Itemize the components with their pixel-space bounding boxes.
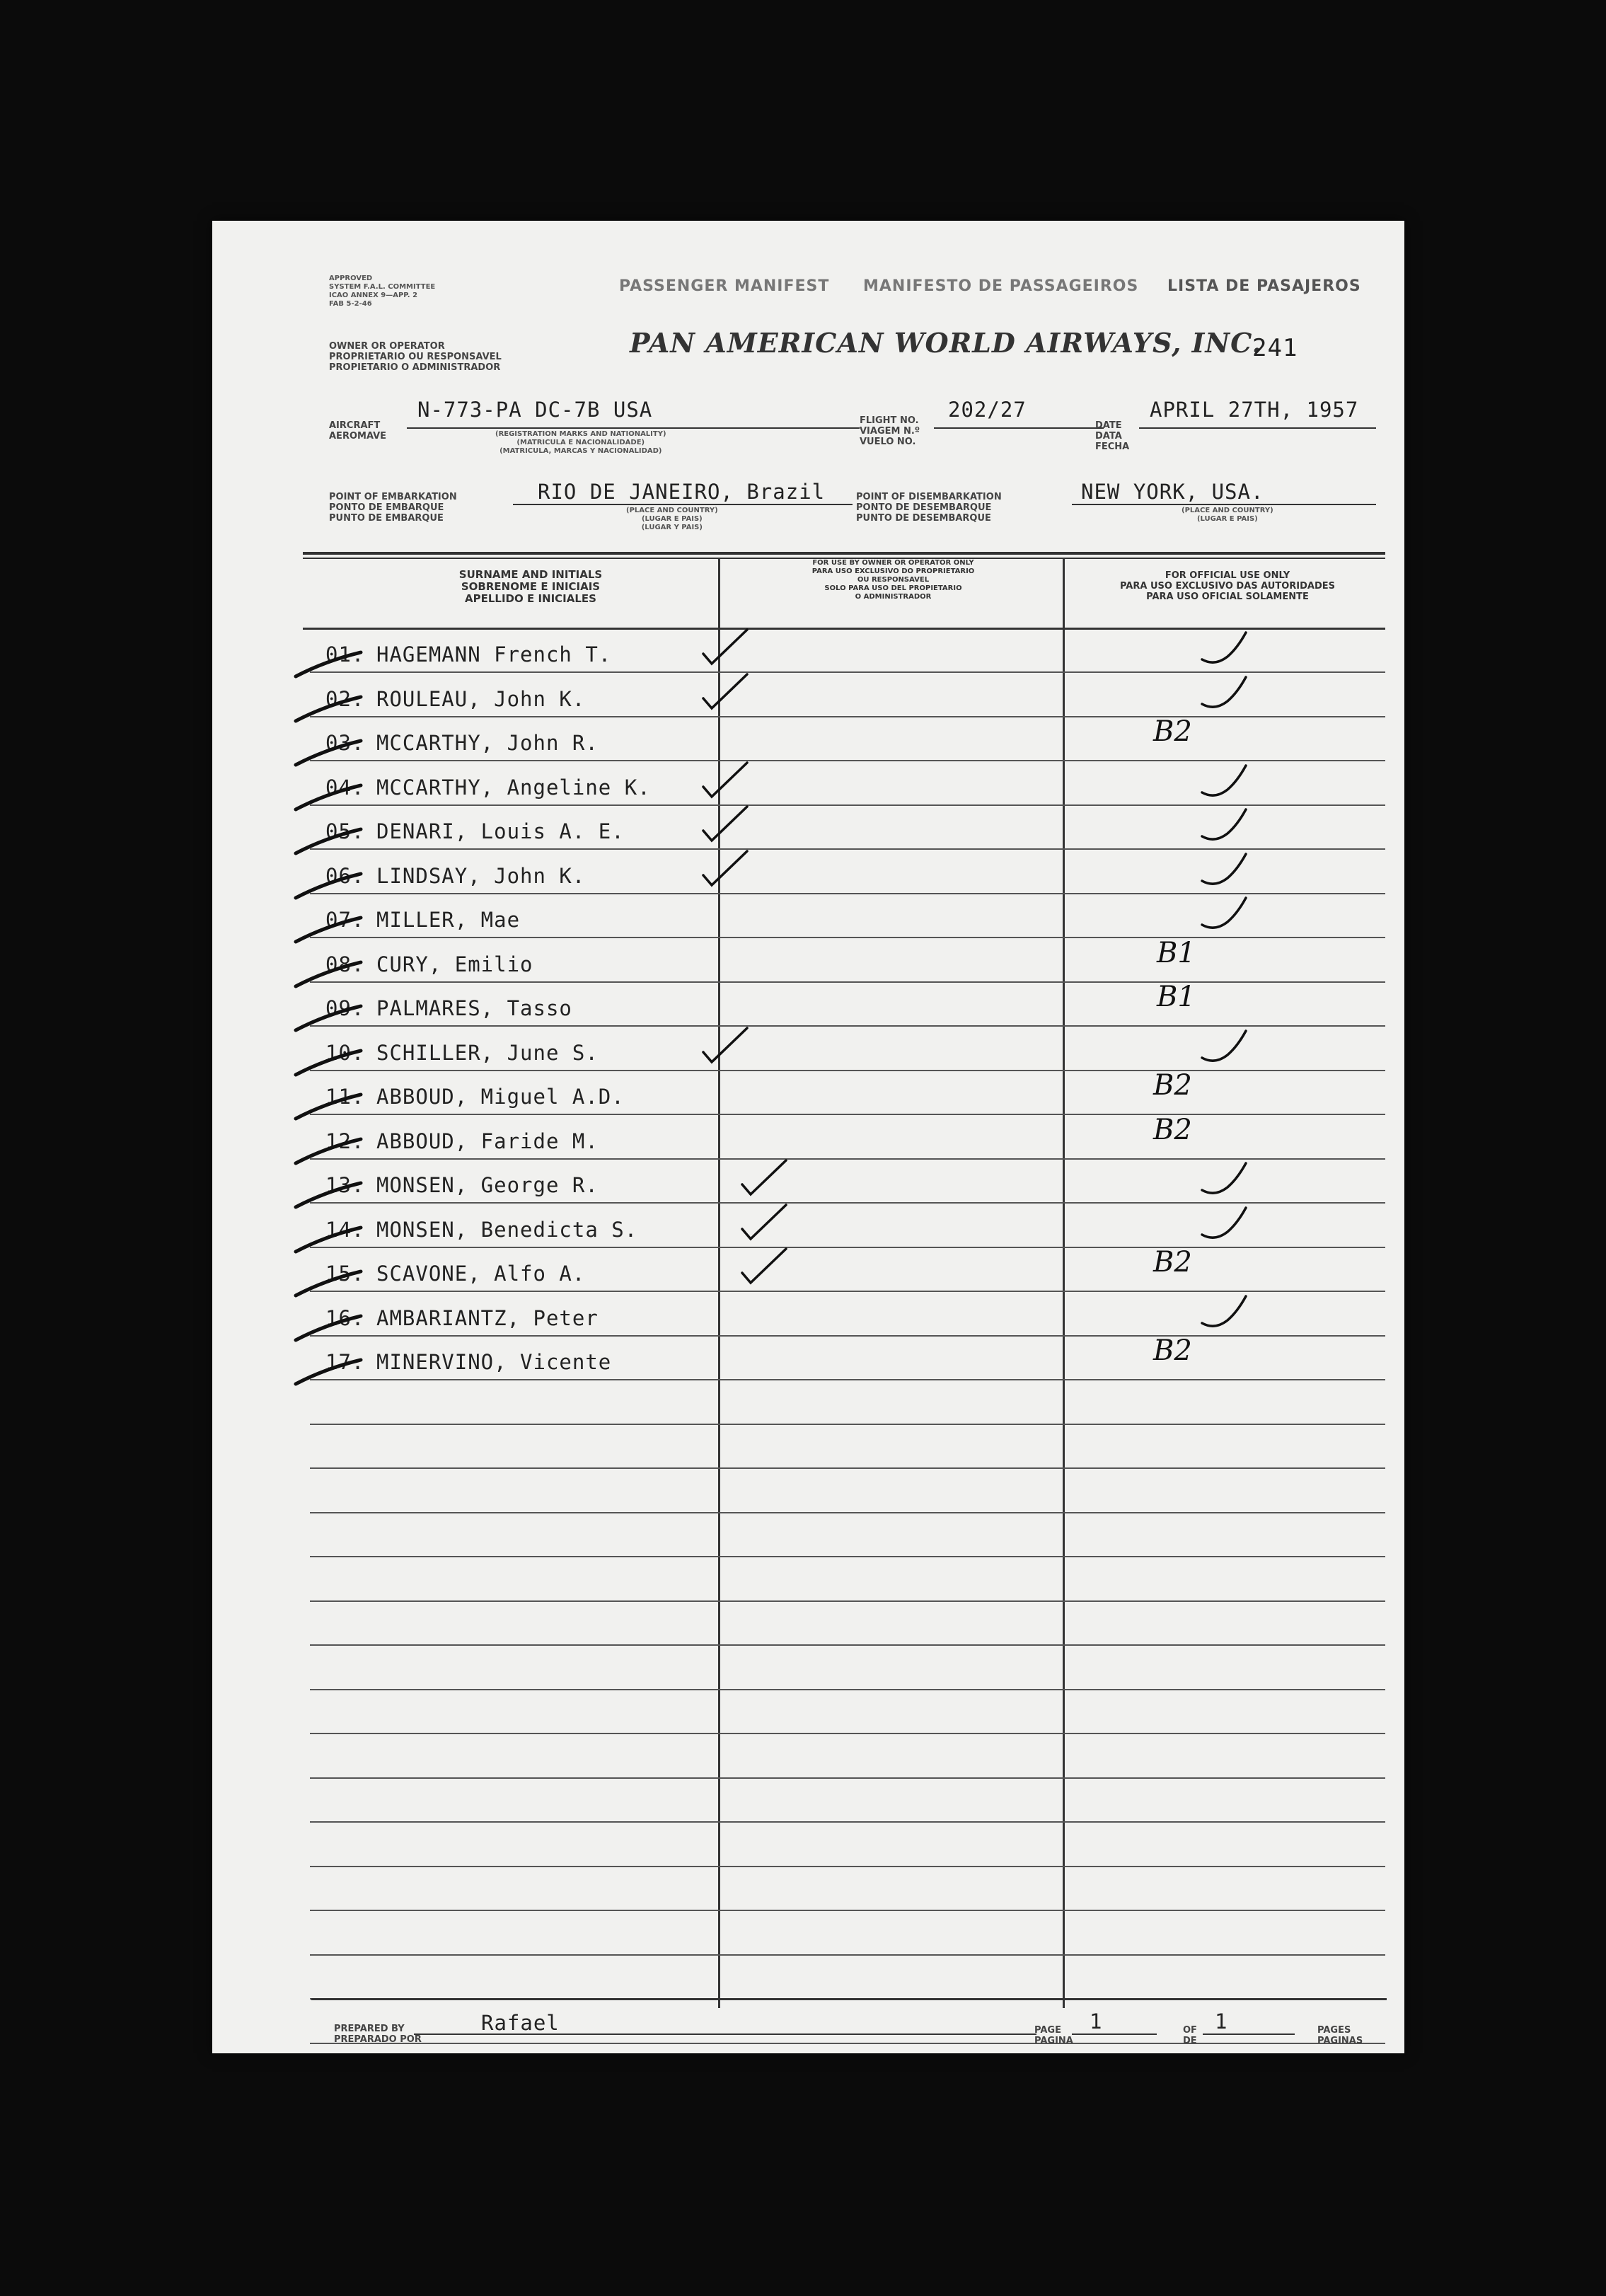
official-code: B2 <box>1153 1069 1192 1102</box>
number-strike-mark <box>290 825 368 860</box>
passenger-name: HAGEMANN French T. <box>376 642 612 667</box>
number-strike-mark <box>290 958 368 993</box>
passenger-row <box>212 1069 1404 1127</box>
disembarkation-value: NEW YORK, USA. <box>1081 480 1264 504</box>
row-rule <box>310 1777 1385 1779</box>
number-strike-mark <box>290 1267 368 1303</box>
passenger-name: MONSEN, Benedicta S. <box>376 1218 638 1242</box>
passenger-number: 15. <box>325 1262 365 1286</box>
col-header-surname: SURNAME AND INITIALS SOBRENOME E INICIAIS APELLIDO E INICIALES <box>458 568 603 605</box>
pages-labels: PAGES PAGINAS <box>1317 2025 1363 2046</box>
number-strike-mark <box>290 1135 368 1170</box>
passenger-name: CURY, Emilio <box>376 952 533 976</box>
registration-notes: (REGISTRATION MARKS AND NATIONALITY) (MATRICULA E NACIONALIDADE) (MATRICULA, MARCAS Y NACIONALIDAD) <box>495 430 666 455</box>
number-strike-mark <box>290 1179 368 1214</box>
embarkation-value: RIO DE JANEIRO, Brazil <box>538 480 826 504</box>
number-strike-mark <box>290 648 368 683</box>
page-number-stamp: 241 <box>1252 334 1298 362</box>
col-header-official: FOR OFFICIAL USE ONLY PARA USO EXCLUSIVO DAS AUTORIDADES PARA USO OFICIAL SOLAMENTE <box>1119 570 1336 602</box>
operator-check-mark <box>700 627 750 667</box>
row-rule <box>310 1600 1385 1602</box>
passenger-row <box>212 1334 1404 1392</box>
number-strike-mark <box>290 1312 368 1347</box>
number-strike-mark <box>290 737 368 772</box>
passenger-name: MCCARTHY, John R. <box>376 731 599 755</box>
passenger-name: ROULEAU, John K. <box>376 687 586 711</box>
operator-check-mark <box>739 1158 789 1197</box>
official-code: B1 <box>1157 981 1196 1013</box>
date-labels: DATE DATA FECHA <box>1095 420 1130 452</box>
title-pt: MANIFESTO DE PASSAGEIROS <box>863 277 1139 295</box>
page-value: 1 <box>1090 2009 1103 2033</box>
operator-check-mark <box>700 1025 750 1065</box>
official-check-mark <box>1199 628 1249 668</box>
operator-check-mark <box>700 760 750 800</box>
aircraft-value: N-773-PA DC-7B USA <box>417 398 653 422</box>
official-check-mark <box>1199 1027 1249 1066</box>
operator-check-mark <box>700 804 750 843</box>
passenger-row <box>212 1306 1404 1349</box>
passenger-row <box>212 937 1404 995</box>
operator-check-mark <box>739 1202 789 1242</box>
passenger-name: MINERVINO, Vicente <box>376 1350 612 1374</box>
number-strike-mark <box>290 1223 368 1259</box>
number-strike-mark <box>290 1046 368 1082</box>
owner-labels: OWNER OR OPERATOR PROPRIETARIO OU RESPONSAVEL PROPIETARIO O ADMINISTRADOR <box>329 341 502 373</box>
row-rule <box>310 1424 1385 1425</box>
official-check-mark <box>1199 1159 1249 1199</box>
title-en: PASSENGER MANIFEST <box>619 277 830 295</box>
passenger-name: SCHILLER, June S. <box>376 1041 599 1065</box>
official-code: B2 <box>1153 715 1192 748</box>
official-code: B2 <box>1153 1334 1192 1367</box>
disembarkation-labels: POINT OF DISEMBARKATION PONTO DE DESEMBARQUE PUNTO DE DESEMBARQUE <box>856 492 1002 524</box>
official-code: B2 <box>1153 1114 1192 1146</box>
row-rule <box>310 1733 1385 1734</box>
passenger-number: 11. <box>325 1085 365 1109</box>
row-rule <box>310 1910 1385 1911</box>
aircraft-labels: AIRCRAFT AEROMAVE <box>329 420 387 442</box>
date-value: APRIL 27TH, 1957 <box>1150 398 1359 422</box>
passenger-name: AMBARIANTZ, Peter <box>376 1306 599 1330</box>
passenger-number: 14. <box>325 1218 365 1242</box>
passenger-name: MILLER, Mae <box>376 908 521 932</box>
number-strike-mark <box>290 913 368 949</box>
passenger-number: 02. <box>325 687 365 711</box>
passenger-number: 13. <box>325 1173 365 1197</box>
number-strike-mark <box>290 1356 368 1391</box>
prepared-labels: PREPARED BY PREPARADO POR <box>334 2024 422 2045</box>
row-rule <box>310 1644 1385 1646</box>
row-rule <box>310 1821 1385 1823</box>
passenger-number: 08. <box>325 952 365 976</box>
passenger-row <box>212 687 1404 729</box>
operator-check-mark <box>700 848 750 888</box>
passenger-row <box>212 1218 1404 1260</box>
row-rule <box>310 1556 1385 1557</box>
prepared-by: Rafael <box>481 2011 560 2035</box>
number-strike-mark <box>290 781 368 817</box>
official-check-mark <box>1199 761 1249 801</box>
flight-number: 202/27 <box>948 398 1027 422</box>
owner-name: PAN AMERICAN WORLD AIRWAYS, INC. <box>630 327 1262 359</box>
passenger-number: 16. <box>325 1306 365 1330</box>
passenger-number: 10. <box>325 1041 365 1065</box>
passenger-name: ABBOUD, Faride M. <box>376 1129 599 1153</box>
number-strike-mark <box>290 1002 368 1037</box>
title-es: LISTA DE PASAJEROS <box>1167 277 1361 295</box>
passenger-number: 03. <box>325 731 365 755</box>
passenger-number: 07. <box>325 908 365 932</box>
passenger-number: 17. <box>325 1350 365 1374</box>
official-check-mark <box>1199 894 1249 933</box>
row-rule <box>310 1866 1385 1867</box>
passenger-number: 04. <box>325 775 365 800</box>
passenger-name: SCAVONE, Alfo A. <box>376 1262 586 1286</box>
number-strike-mark <box>290 1090 368 1126</box>
row-rule <box>310 1689 1385 1690</box>
passenger-name: PALMARES, Tasso <box>376 996 572 1020</box>
passenger-name: ABBOUD, Miguel A.D. <box>376 1085 625 1109</box>
row-rule <box>310 1512 1385 1513</box>
official-code: B2 <box>1153 1246 1192 1279</box>
official-check-mark <box>1199 850 1249 889</box>
operator-check-mark <box>739 1246 789 1286</box>
official-check-mark <box>1199 805 1249 845</box>
number-strike-mark <box>290 693 368 728</box>
embarkation-place-notes: (PLACE AND COUNTRY) (LUGAR E PAIS) (LUGAR Y PAIS) <box>626 507 718 531</box>
passenger-number: 05. <box>325 819 365 843</box>
approval-block: APPROVED SYSTEM F.A.L. COMMITTEE ICAO ANNEX 9—APP. 2 FAB 5-2-46 <box>329 275 436 308</box>
of-labels: OF DE <box>1183 2025 1197 2046</box>
passenger-name: DENARI, Louis A. E. <box>376 819 625 843</box>
manifest-sheet <box>212 221 1404 2053</box>
passenger-number: 01. <box>325 642 365 667</box>
passenger-name: MONSEN, George R. <box>376 1173 599 1197</box>
number-strike-mark <box>290 870 368 905</box>
row-rule <box>310 2043 1385 2044</box>
row-rule <box>310 1467 1385 1469</box>
disembarkation-place-notes: (PLACE AND COUNTRY) (LUGAR E PAIS) <box>1182 507 1273 523</box>
passenger-name: LINDSAY, John K. <box>376 864 586 888</box>
of-value: 1 <box>1215 2009 1228 2033</box>
official-check-mark <box>1199 673 1249 713</box>
page-labels: PAGE PAGINA <box>1034 2025 1073 2046</box>
passenger-row <box>212 908 1404 950</box>
passenger-number: 12. <box>325 1129 365 1153</box>
passenger-name: MCCARTHY, Angeline K. <box>376 775 651 800</box>
passenger-row <box>212 1041 1404 1083</box>
col-header-operator: FOR USE BY OWNER OR OPERATOR ONLY PARA USO EXCLUSIVO DO PROPRIETARIO OU RESPONSAVEL SOLO PARA USO DEL PROPIETARIO O ADMINISTRADOR <box>811 559 975 601</box>
embarkation-labels: POINT OF EMBARKATION PONTO DE EMBARQUE PUNTO DE EMBARQUE <box>329 492 457 524</box>
official-check-mark <box>1199 1292 1249 1332</box>
operator-check-mark <box>700 671 750 711</box>
passenger-number: 06. <box>325 864 365 888</box>
row-rule <box>310 1954 1385 1956</box>
passenger-number: 09. <box>325 996 365 1020</box>
flight-labels: FLIGHT NO. VIAGEM N.º VUELO NO. <box>860 415 920 447</box>
official-check-mark <box>1199 1204 1249 1243</box>
official-code: B1 <box>1157 937 1196 969</box>
